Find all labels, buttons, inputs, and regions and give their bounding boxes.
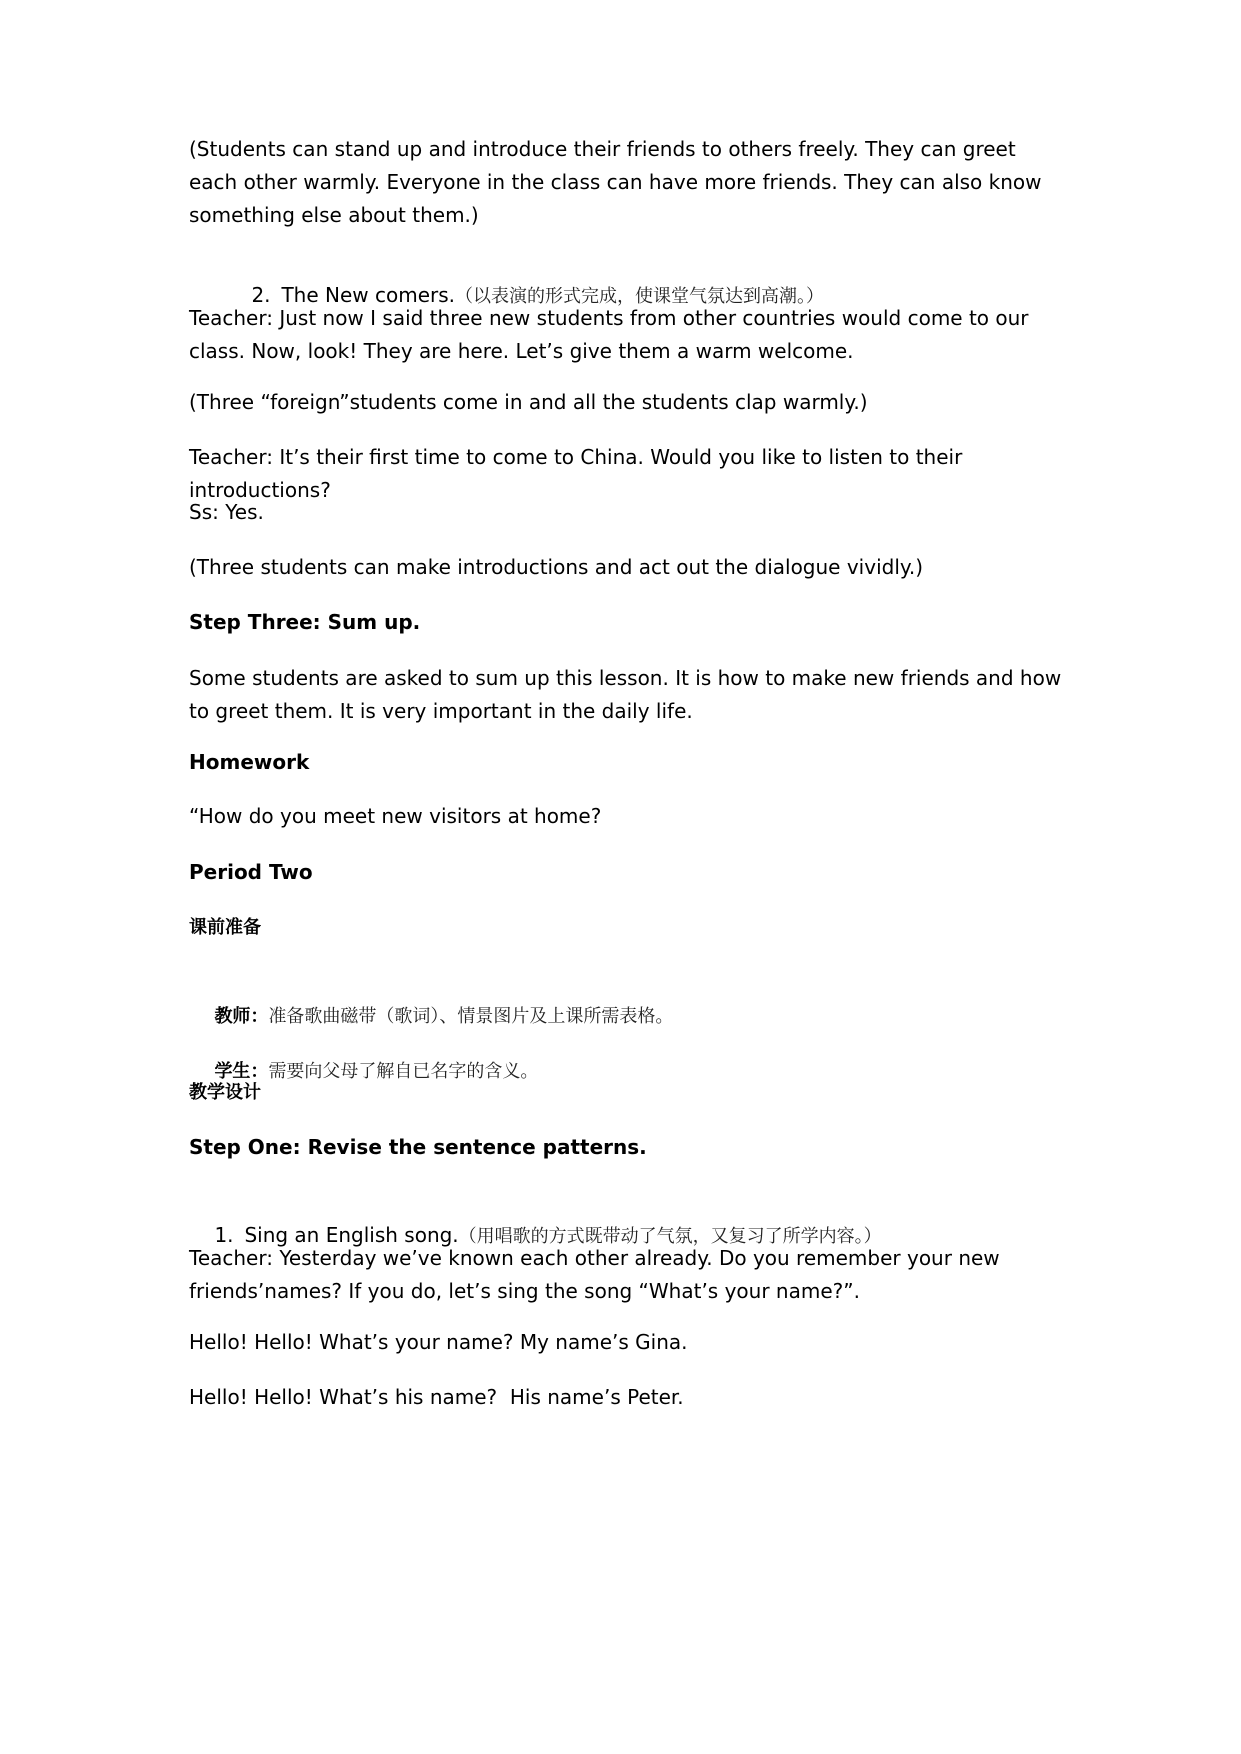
heading-step-three: Step Three: Sum up. bbox=[189, 610, 421, 634]
paragraph-homework: “How do you meet new visitors at home? bbox=[189, 804, 602, 828]
list-item-text: The New comers. bbox=[281, 283, 455, 307]
paragraph-song-line-1: Hello! Hello! What’s your name? My name’s Gina. bbox=[189, 1330, 688, 1354]
paragraph-teacher-welcome: Teacher: Just now I said three new students from other countries would come to our class. Now, look! They are here. Let’s give them a warm welcome. bbox=[189, 306, 1035, 363]
teacher-prep-text: 准备歌曲磁带（歌词）、情景图片及上课所需表格。 bbox=[268, 1006, 674, 1027]
paragraph-song-line-2: Hello! Hello! What’s his name? His name’s Peter. bbox=[189, 1385, 684, 1409]
paragraph-teacher-yesterday: Teacher: Yesterday we’ve known each other already. Do you remember your new friends’names? If you do, let’s sing the song “What’s your name?”. bbox=[189, 1246, 1007, 1303]
list-number: 2. bbox=[251, 283, 271, 307]
heading-period-two: Period Two bbox=[189, 860, 313, 884]
paragraph-students-reply: Ss: Yes. bbox=[189, 500, 264, 524]
paragraph-stage-direction-foreign: (Three “foreign”students come in and all the students clap warmly.) bbox=[189, 390, 868, 414]
paragraph-sum-up: Some students are asked to sum up this lesson. It is how to make new friends and how to greet them. It is very important in the daily life. bbox=[189, 666, 1068, 723]
list-item-note: （以表演的形式完成，使课堂气氛达到高潮。） bbox=[455, 286, 824, 307]
paragraph-teacher-introductions: Teacher: It’s their first time to come to China. Would you like to listen to their introductions? bbox=[189, 445, 969, 502]
student-prep-text: 需要向父母了解自已名字的含义。 bbox=[268, 1061, 539, 1082]
paragraph-students-intro: (Students can stand up and introduce their friends to others freely. They can greet each other warmly. Everyone in the class can have more friends. They can also know something else about them.) bbox=[189, 137, 1048, 227]
heading-design: 教学设计 bbox=[189, 1082, 261, 1103]
heading-prep: 课前准备 bbox=[189, 917, 261, 938]
paragraph-stage-direction-dialogue: (Three students can make introductions and act out the dialogue vividly.) bbox=[189, 555, 924, 579]
student-prep-label: 学生： bbox=[214, 1061, 269, 1082]
heading-homework: Homework bbox=[189, 750, 310, 774]
list-item-note: （用唱歌的方式既带动了气氛，又复习了所学内容。） bbox=[458, 1226, 882, 1247]
teacher-prep-label: 教师： bbox=[214, 1006, 269, 1027]
heading-step-one: Step One: Revise the sentence patterns. bbox=[189, 1135, 647, 1159]
list-number: 1. bbox=[214, 1223, 234, 1247]
list-item-text: Sing an English song. bbox=[244, 1223, 459, 1247]
